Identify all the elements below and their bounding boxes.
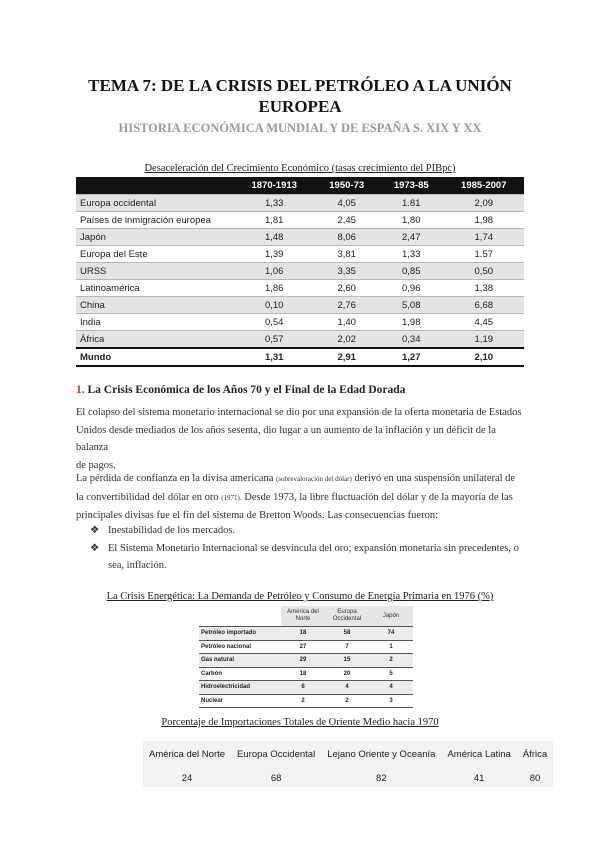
table-row — [76, 331, 524, 349]
cell: 1,40 — [314, 314, 379, 331]
cell: 1,80 — [379, 212, 444, 229]
cell: 6 — [281, 681, 325, 695]
text-line — [76, 470, 528, 489]
list-item-text: sea, inflación. — [108, 560, 167, 571]
cell: 3 — [369, 694, 413, 708]
table-row — [76, 229, 524, 246]
table-row — [199, 694, 413, 708]
header-cell: Japón — [369, 606, 413, 627]
table-row-total — [76, 348, 524, 366]
cell: 41 — [473, 772, 485, 784]
text-span: La pérdida de confianza en la divisa americana — [76, 473, 274, 484]
header-cell: 1985-2007 — [444, 177, 524, 195]
header-cell: Lejano Oriente y Oceanía — [327, 749, 436, 760]
cell: 82 — [376, 772, 387, 784]
cell: 1.81 — [379, 195, 444, 212]
list-item-text: Inestabilidad de los mercados. — [108, 525, 236, 536]
text-line: principales divisas fue el fin del sistema de Bretton Woods. Las consecuencias fueron: — [76, 510, 438, 521]
cell: 18 — [281, 627, 325, 641]
row-label: Carbón — [199, 667, 281, 681]
text-line: El colapso del sistema monetario internacional se dio por una expansión de la oferta monetaria de Estados — [76, 407, 522, 418]
text-span: la convertibilidad del dólar en oro — [76, 491, 219, 503]
table-row — [76, 246, 524, 263]
cell: 1,98 — [379, 314, 444, 331]
row-label: Latinoamérica — [76, 280, 234, 297]
cell: 2,02 — [314, 331, 379, 349]
row-label: China — [76, 297, 234, 314]
table-row — [76, 212, 524, 229]
cell: 0,57 — [234, 331, 314, 349]
cell: 1,33 — [379, 246, 444, 263]
cell: 20 — [325, 667, 369, 681]
cell: 29 — [281, 654, 325, 668]
table-row — [76, 195, 524, 212]
cell: 0,54 — [234, 314, 314, 331]
row-label: URSS — [76, 263, 234, 280]
cell: 1,19 — [444, 331, 524, 349]
text-span-small: (sobrevaloración del dólar) — [275, 475, 352, 483]
row-label: Nuclear — [199, 694, 281, 708]
header-cell: América del Norte — [149, 749, 226, 760]
cell: 4,45 — [444, 314, 524, 331]
cell: 68 — [270, 772, 282, 784]
cell: 58 — [325, 627, 369, 641]
page-title-line2: EUROPEA — [258, 97, 342, 116]
table-row — [199, 627, 413, 641]
energy-table-header — [199, 606, 413, 627]
text-span: derivó en una suspensión unilateral de — [354, 473, 516, 484]
header-cell-empty — [199, 606, 281, 627]
cell: 2,10 — [444, 348, 524, 366]
cell: 7 — [325, 640, 369, 654]
header-cell: África — [522, 749, 548, 760]
cell: 3,81 — [314, 246, 379, 263]
bullet-list — [90, 522, 526, 575]
cell: 24 — [181, 772, 193, 784]
diamond-bullet-icon: ❖ — [90, 542, 100, 554]
cell: 0,50 — [444, 263, 524, 280]
page-subtitle: HISTORIA ECONÓMICA MUNDIAL Y DE ESPAÑA S. XIX Y XX — [118, 121, 482, 135]
cell: 18 — [281, 667, 325, 681]
row-label: Países de inmigración europea — [76, 212, 234, 229]
cell: 8,06 — [314, 229, 379, 246]
cell: 2,09 — [444, 195, 524, 212]
cell: 0,10 — [234, 297, 314, 314]
header-cell: América Latina — [447, 749, 511, 760]
list-item — [90, 540, 526, 575]
header-cell: Europa Occidental — [237, 749, 316, 760]
table-row — [199, 667, 413, 681]
row-label: Mundo — [76, 348, 234, 366]
table-row — [199, 640, 413, 654]
cell: 2,60 — [314, 280, 379, 297]
cell: 1,48 — [234, 229, 314, 246]
text-span: Desde 1973, la libre fluctuación del dólar y de la mayoría de las — [244, 491, 513, 503]
cell: 0,85 — [379, 263, 444, 280]
table-row — [76, 314, 524, 331]
cell: 1,86 — [234, 280, 314, 297]
row-label: Hidroelectricidad — [199, 681, 281, 695]
header-cell: Europa Occidental — [325, 606, 369, 627]
text-line — [76, 489, 528, 508]
section-heading — [76, 384, 405, 396]
cell: 74 — [369, 627, 413, 641]
table-row — [199, 681, 413, 695]
cell: 2 — [325, 694, 369, 708]
imports-table-header — [143, 741, 553, 769]
table3-caption: Porcentaje de Importaciones Totales de Oriente Medio hacia 1970 — [161, 717, 439, 728]
cell: 1,81 — [234, 212, 314, 229]
paragraph-2 — [76, 470, 528, 525]
text-span-small: (1971). — [221, 493, 242, 502]
list-item — [90, 522, 526, 540]
table-row — [143, 769, 553, 787]
cell: 1 — [369, 640, 413, 654]
cell: 5 — [369, 667, 413, 681]
text-line: Unidos desde mediados de los años sesenta, dio lugar a un aumento de la inflación y un déficit de la balanza — [76, 424, 496, 453]
header-cell: América del Norte — [281, 606, 325, 627]
cell: 4 — [325, 681, 369, 695]
table-row — [76, 297, 524, 314]
cell: 4,05 — [314, 195, 379, 212]
page-title-line1: TEMA 7: DE LA CRISIS DEL PETRÓLEO A LA UNIÓN — [88, 76, 512, 95]
header-cell: 1950-73 — [314, 177, 379, 195]
cell: 1,27 — [379, 348, 444, 366]
header-cell — [76, 177, 234, 195]
row-label: India — [76, 314, 234, 331]
cell: 1,33 — [234, 195, 314, 212]
imports-table — [143, 741, 553, 787]
row-label: Gas natural — [199, 654, 281, 668]
cell: 1,98 — [444, 212, 524, 229]
cell: 0,34 — [379, 331, 444, 349]
cell: 2,45 — [314, 212, 379, 229]
table-row — [199, 654, 413, 668]
row-label: África — [76, 331, 234, 349]
cell: 1,39 — [234, 246, 314, 263]
header-cell: 1973-85 — [379, 177, 444, 195]
table1-caption: Desaceleración del Crecimiento Económico (tasas crecimiento del PIBpc) — [144, 163, 456, 174]
cell: 2 — [281, 694, 325, 708]
cell: 5,08 — [379, 297, 444, 314]
paragraph-1 — [76, 404, 528, 474]
cell: 1,38 — [444, 280, 524, 297]
cell: 3,35 — [314, 263, 379, 280]
text-line: de pagos. — [76, 459, 116, 471]
diamond-bullet-icon: ❖ — [90, 525, 100, 536]
cell: 2,76 — [314, 297, 379, 314]
row-label: Europa occidental — [76, 195, 234, 212]
cell: 2,47 — [379, 229, 444, 246]
table-row — [76, 263, 524, 280]
table2-caption: La Crisis Energética: La Demanda de Petróleo y Consumo de Energía Primaria en 1976 (%) — [106, 591, 494, 602]
cell: 80 — [529, 772, 541, 784]
energy-table — [199, 606, 413, 708]
growth-table-header — [76, 177, 524, 195]
cell: 15 — [325, 654, 369, 668]
cell: 0,96 — [379, 280, 444, 297]
cell: 27 — [281, 640, 325, 654]
list-item-text: El Sistema Monetario Internacional se desvincula del oro; expansión monetaria sin precedentes, o — [108, 542, 519, 554]
section-number: 1. — [76, 384, 85, 396]
table-row — [76, 280, 524, 297]
cell: 4 — [369, 681, 413, 695]
cell: 2 — [369, 654, 413, 668]
cell: 1,31 — [234, 348, 314, 366]
header-cell: 1870-1913 — [234, 177, 314, 195]
row-label: Japón — [76, 229, 234, 246]
cell: 1,74 — [444, 229, 524, 246]
row-label: Petróleo importado — [199, 627, 281, 641]
growth-table — [76, 177, 524, 367]
section-heading-text: La Crisis Económica de los Años 70 y el Final de la Edad Dorada — [87, 384, 406, 396]
cell: 2,91 — [314, 348, 379, 366]
cell: 1.57 — [444, 246, 524, 263]
row-label: Petróleo nacional — [199, 640, 281, 654]
cell: 6,68 — [444, 297, 524, 314]
row-label: Europa del Este — [76, 246, 234, 263]
cell: 1,06 — [234, 263, 314, 280]
